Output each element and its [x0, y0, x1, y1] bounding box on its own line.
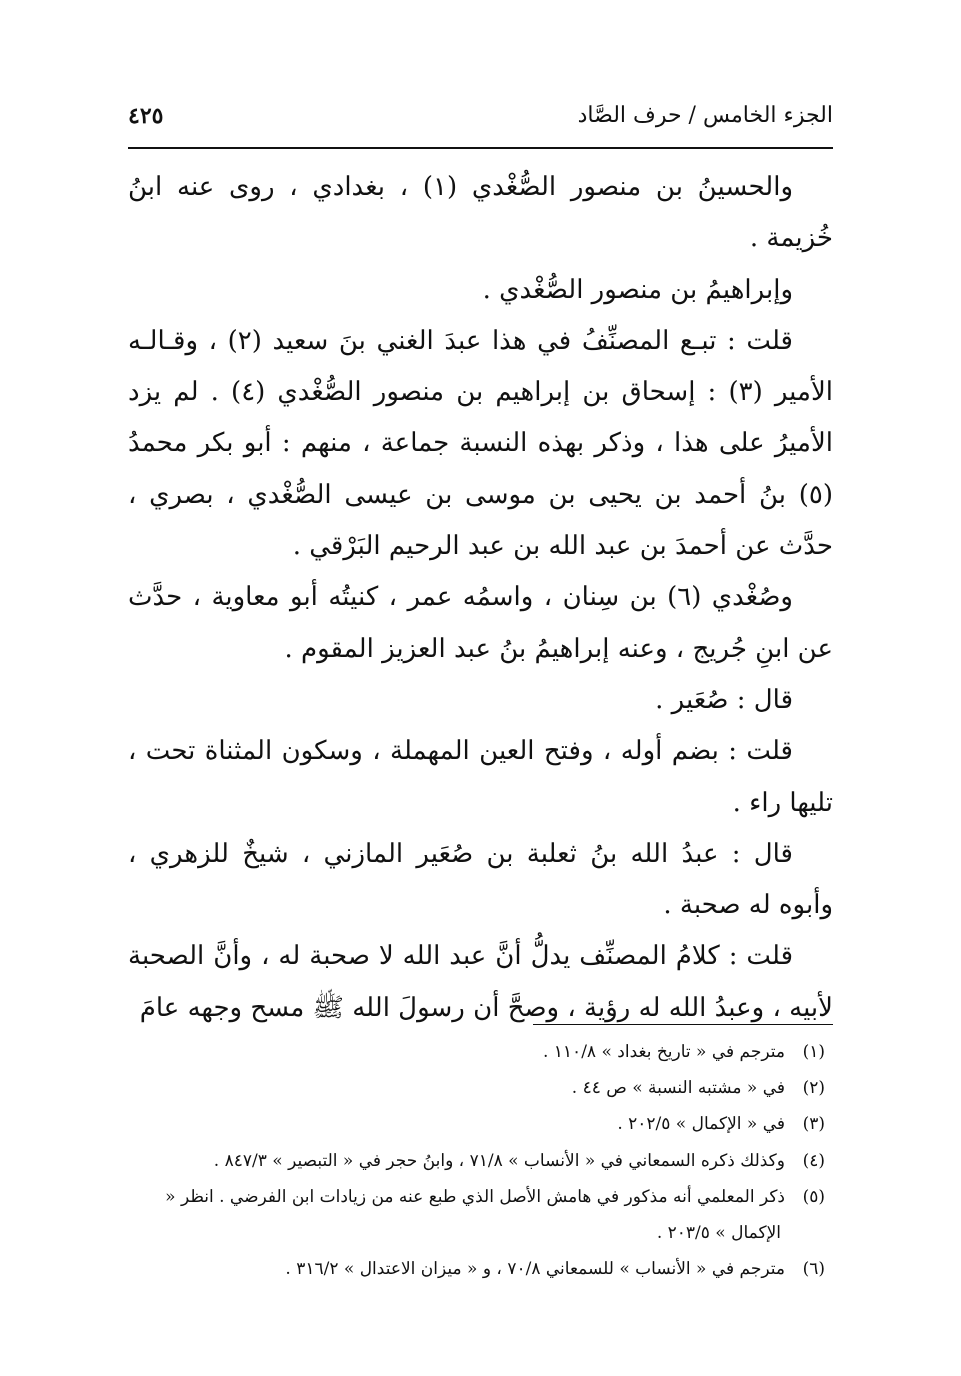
paragraph: قال : عبدُ الله بنُ ثعلبة بن صُعَير المازني ، شيخٌ للزهري ، وأبوه له صحبة .	[128, 838, 833, 921]
paragraph: قلت : تبـع المصنِّفُ في هذا عبدَ الغني بنَ سعيد (٢) ، وقـالـه الأمير (٣) : إسحاق بن إبراهيم بن منصور الصُّغْدي (٤) . لم يزد الأميرُ على هذا ، وذكر بهذه النسبة جماعة ، منهم : أبو بكر محمدُ (٥) بنُ أحمد بن يحيى بن موسى بن عيسى الصُّغْدي ، بصري ، حدَّث عن أحمدَ بن عبد الله بن عبد الرحيم البَرْقي .	[128, 325, 834, 562]
footnote	[128, 1106, 825, 1142]
footnote	[128, 1179, 825, 1251]
paragraph: قلت : بضم أوله ، وفتح العين المهملة ، وسكون المثناة تحت ، تليها راء .	[128, 736, 833, 818]
header-divider	[128, 147, 833, 149]
main-text	[128, 162, 833, 1034]
page-number: ٤٢٥	[128, 103, 164, 129]
paragraph: وصُغْدي (٦) بن سِنان ، واسمُه عمر ، كنيتُه أبو معاوية ، حدَّث عن ابنِ جُريج ، وعنه إبراهيمُ بنُ عبد العزيز المقوم .	[128, 582, 833, 664]
footnote-text: في « الإكمال » ٢٠٢/٥ .	[617, 1114, 785, 1135]
footnote	[128, 1143, 825, 1179]
footnote-text: وكذلك ذكره السمعاني في « الأنساب » ٧١/٨ ، وابنُ حجر في « التبصير » ٨٤٧/٣ .	[213, 1150, 785, 1171]
footnote-text: ذكر المعلمي أنه مذكور في هامش الأصل الذي طبع عنه من زيادات ابن الفرضي . انظر « الإكمال » ٢٠٣/٥ .	[165, 1186, 785, 1244]
paragraph: والحسينُ بن منصور الصُّغْدي (١) ، بغدادي ، روى عنه ابنُ خُزيمة .	[128, 172, 833, 254]
footnote-number: (٢)	[802, 1078, 825, 1099]
footnote	[128, 1070, 825, 1106]
footnote	[128, 1251, 825, 1287]
footnote	[128, 1034, 825, 1070]
footnote-number: (٤)	[802, 1150, 825, 1171]
paragraph-entry-heading: قال : صُعَير .	[655, 684, 793, 715]
footnote-text: في « مشتبه النسبة » ص ٤٤ .	[571, 1078, 785, 1099]
paragraph: قلت : كلامُ المصنِّف يدلُّ أنَّ عبد الله لا صحبة له ، وأنَّ الصحبة لأبيه ، وعبدُ الله له رؤية ، وصحَّ أن رسولَ الله ﷺ مسح وجهه عامَ	[128, 941, 833, 1023]
footnote-text: مترجم في « الأنساب » للسمعاني ٧٠/٨ ، و « ميزان الاعتدال » ٣١٦/٢ .	[285, 1259, 785, 1280]
footnote-divider	[533, 1024, 833, 1025]
footnote-text: مترجم في « تاريخ بغداد » ١١٠/٨ .	[542, 1042, 785, 1062]
footnote-number: (٦)	[802, 1259, 825, 1280]
footnote-number: (٥)	[802, 1186, 825, 1207]
page-header	[128, 96, 833, 136]
footnote-number: (٣)	[802, 1114, 825, 1135]
footnote-number: (١)	[802, 1042, 825, 1062]
footnotes	[128, 1034, 825, 1287]
paragraph: وإبراهيمُ بن منصور الصُّغْدي .	[482, 274, 793, 305]
running-title: الجزء الخامس / حرف الصَّاد	[577, 103, 833, 128]
